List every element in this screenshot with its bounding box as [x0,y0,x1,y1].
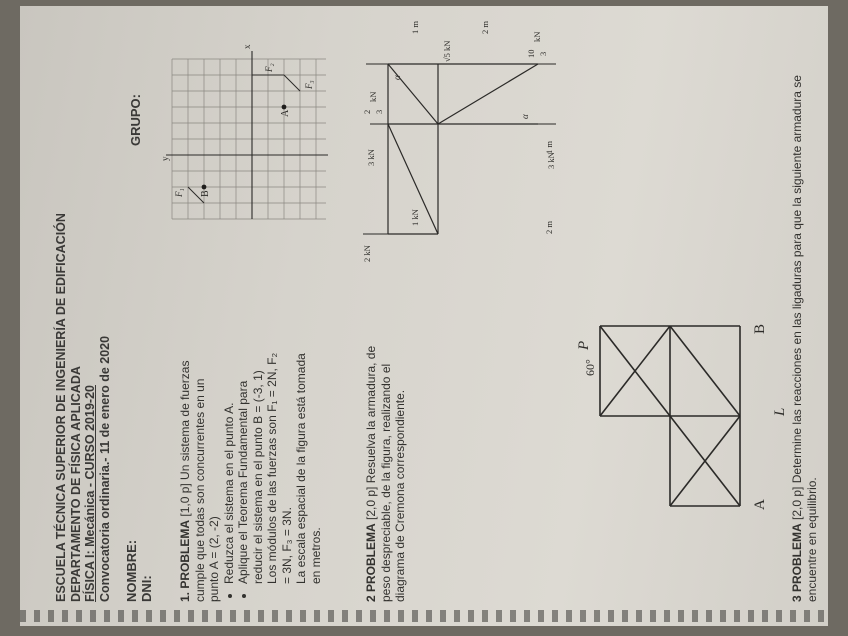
exam-sheet [20,6,828,626]
problem1-intro: Un sistema de fuerzas cumple que todas son concurrentes en un punto A = (2, -2) [178,360,221,602]
force3-label: F₃ [304,80,314,89]
dni-label: DNI: [139,575,154,602]
load-10-3-num: 10 [526,49,536,58]
problem1-tasks [222,347,266,602]
load-sqrt5: √5 kN [442,40,452,62]
binder-edge [20,610,828,622]
point-b-label: B [200,190,211,197]
point-a [282,105,287,110]
length-label: L [772,407,788,416]
grupo-label: GRUPO: [128,94,143,146]
axes [166,51,328,219]
problem1-moduli: Los módulos de las fuerzas son F₁ = 2N, F₂ = 3N, F₃ = 3N. [265,352,294,584]
problem2-text: Resuelva la armadura, de peso despreciable, de la figura, realizando el diagrama de Cremona correspondiente. [364,345,407,602]
problem3-title: 3 PROBLEMA [790,523,804,602]
problem3-block [790,22,819,602]
load-2-3-den: 3 [374,109,384,114]
problem1-task-2: • Aplique el Teorema Fundamental para reducir el sistema en el punto B = (-3, 1) [236,347,265,584]
load-2-3-unit: kN [368,91,378,102]
angle-alpha-bottom: α [520,114,530,119]
load-2kn: 2 kN [362,245,372,262]
grid-lines [172,59,326,219]
exam-page-rotated [20,6,828,626]
department-name: DEPARTAMENTO DE FÍSICA APLICADA [68,366,83,602]
dim-1m-bottom: 1 m [544,141,554,154]
dim-2m-bottom: 2 m [544,221,554,234]
x-axis-label: x [242,44,252,49]
problem3-points: [2,0 p] [790,486,804,520]
load-angle-label: 60° [583,359,597,376]
exam-session: Convocatoria ordinaria.- 11 de enero de 2020 [97,335,112,602]
load-arrows [363,64,556,234]
load-10-3-den: 3 [538,51,548,56]
nombre-label: NOMBRE: [124,539,139,602]
load-3kn-bottom: 3 kN [546,152,556,169]
support-a-label: A [752,499,768,510]
point-a-label: A [280,109,291,117]
load-10-3-unit: kN [532,31,542,42]
problem1-task-1: • Reduzca el sistema en el punto A. [222,347,237,584]
problem2-truss-figure [358,14,558,334]
problem3-text: Determine las reacciones en las ligaduras para que la siguiente armadura se encuentre en equilibrio. [790,75,819,602]
force1-label: F₁ [174,188,184,197]
problem1-statement [178,347,222,602]
school-name: ESCUELA TÉCNICA SUPERIOR DE INGENIERÍA DE EDIFICACIÓN [54,213,68,602]
problem2-points: [2,0 p] [364,486,378,520]
problem1-force-grid [160,43,330,221]
problem1-block [178,347,323,602]
load-2-3-num: 2 [362,109,372,114]
problem2-block [364,340,408,602]
load-3kn-top: 3 kN [366,149,376,166]
angle-alpha-top: α [392,75,402,80]
point-b [202,185,207,190]
problem2-title: 2 PROBLEMA [364,523,378,602]
truss-members [600,326,740,506]
load-1kn: 1 kN [410,209,420,226]
dim-1m-right: 1 m [410,21,420,34]
support-b-label: B [752,323,768,334]
problem3-truss-figure [576,306,790,526]
problem1-scale: La escala espacial de la figura está tomada en metros. [294,353,323,584]
force2-label: F₂ [264,63,274,72]
load-p-label: P [576,340,592,350]
problem1-title: 1. PROBLEMA [178,519,192,602]
y-axis-label: y [160,156,170,161]
problem1-points: [1,0 p] [178,483,192,517]
exam-header [54,213,112,602]
course-name: FÍSICA I: Mecánica - CURSO 2019-20 [83,385,97,602]
dim-2m-right: 2 m [480,21,490,34]
force3-vector [284,75,300,91]
